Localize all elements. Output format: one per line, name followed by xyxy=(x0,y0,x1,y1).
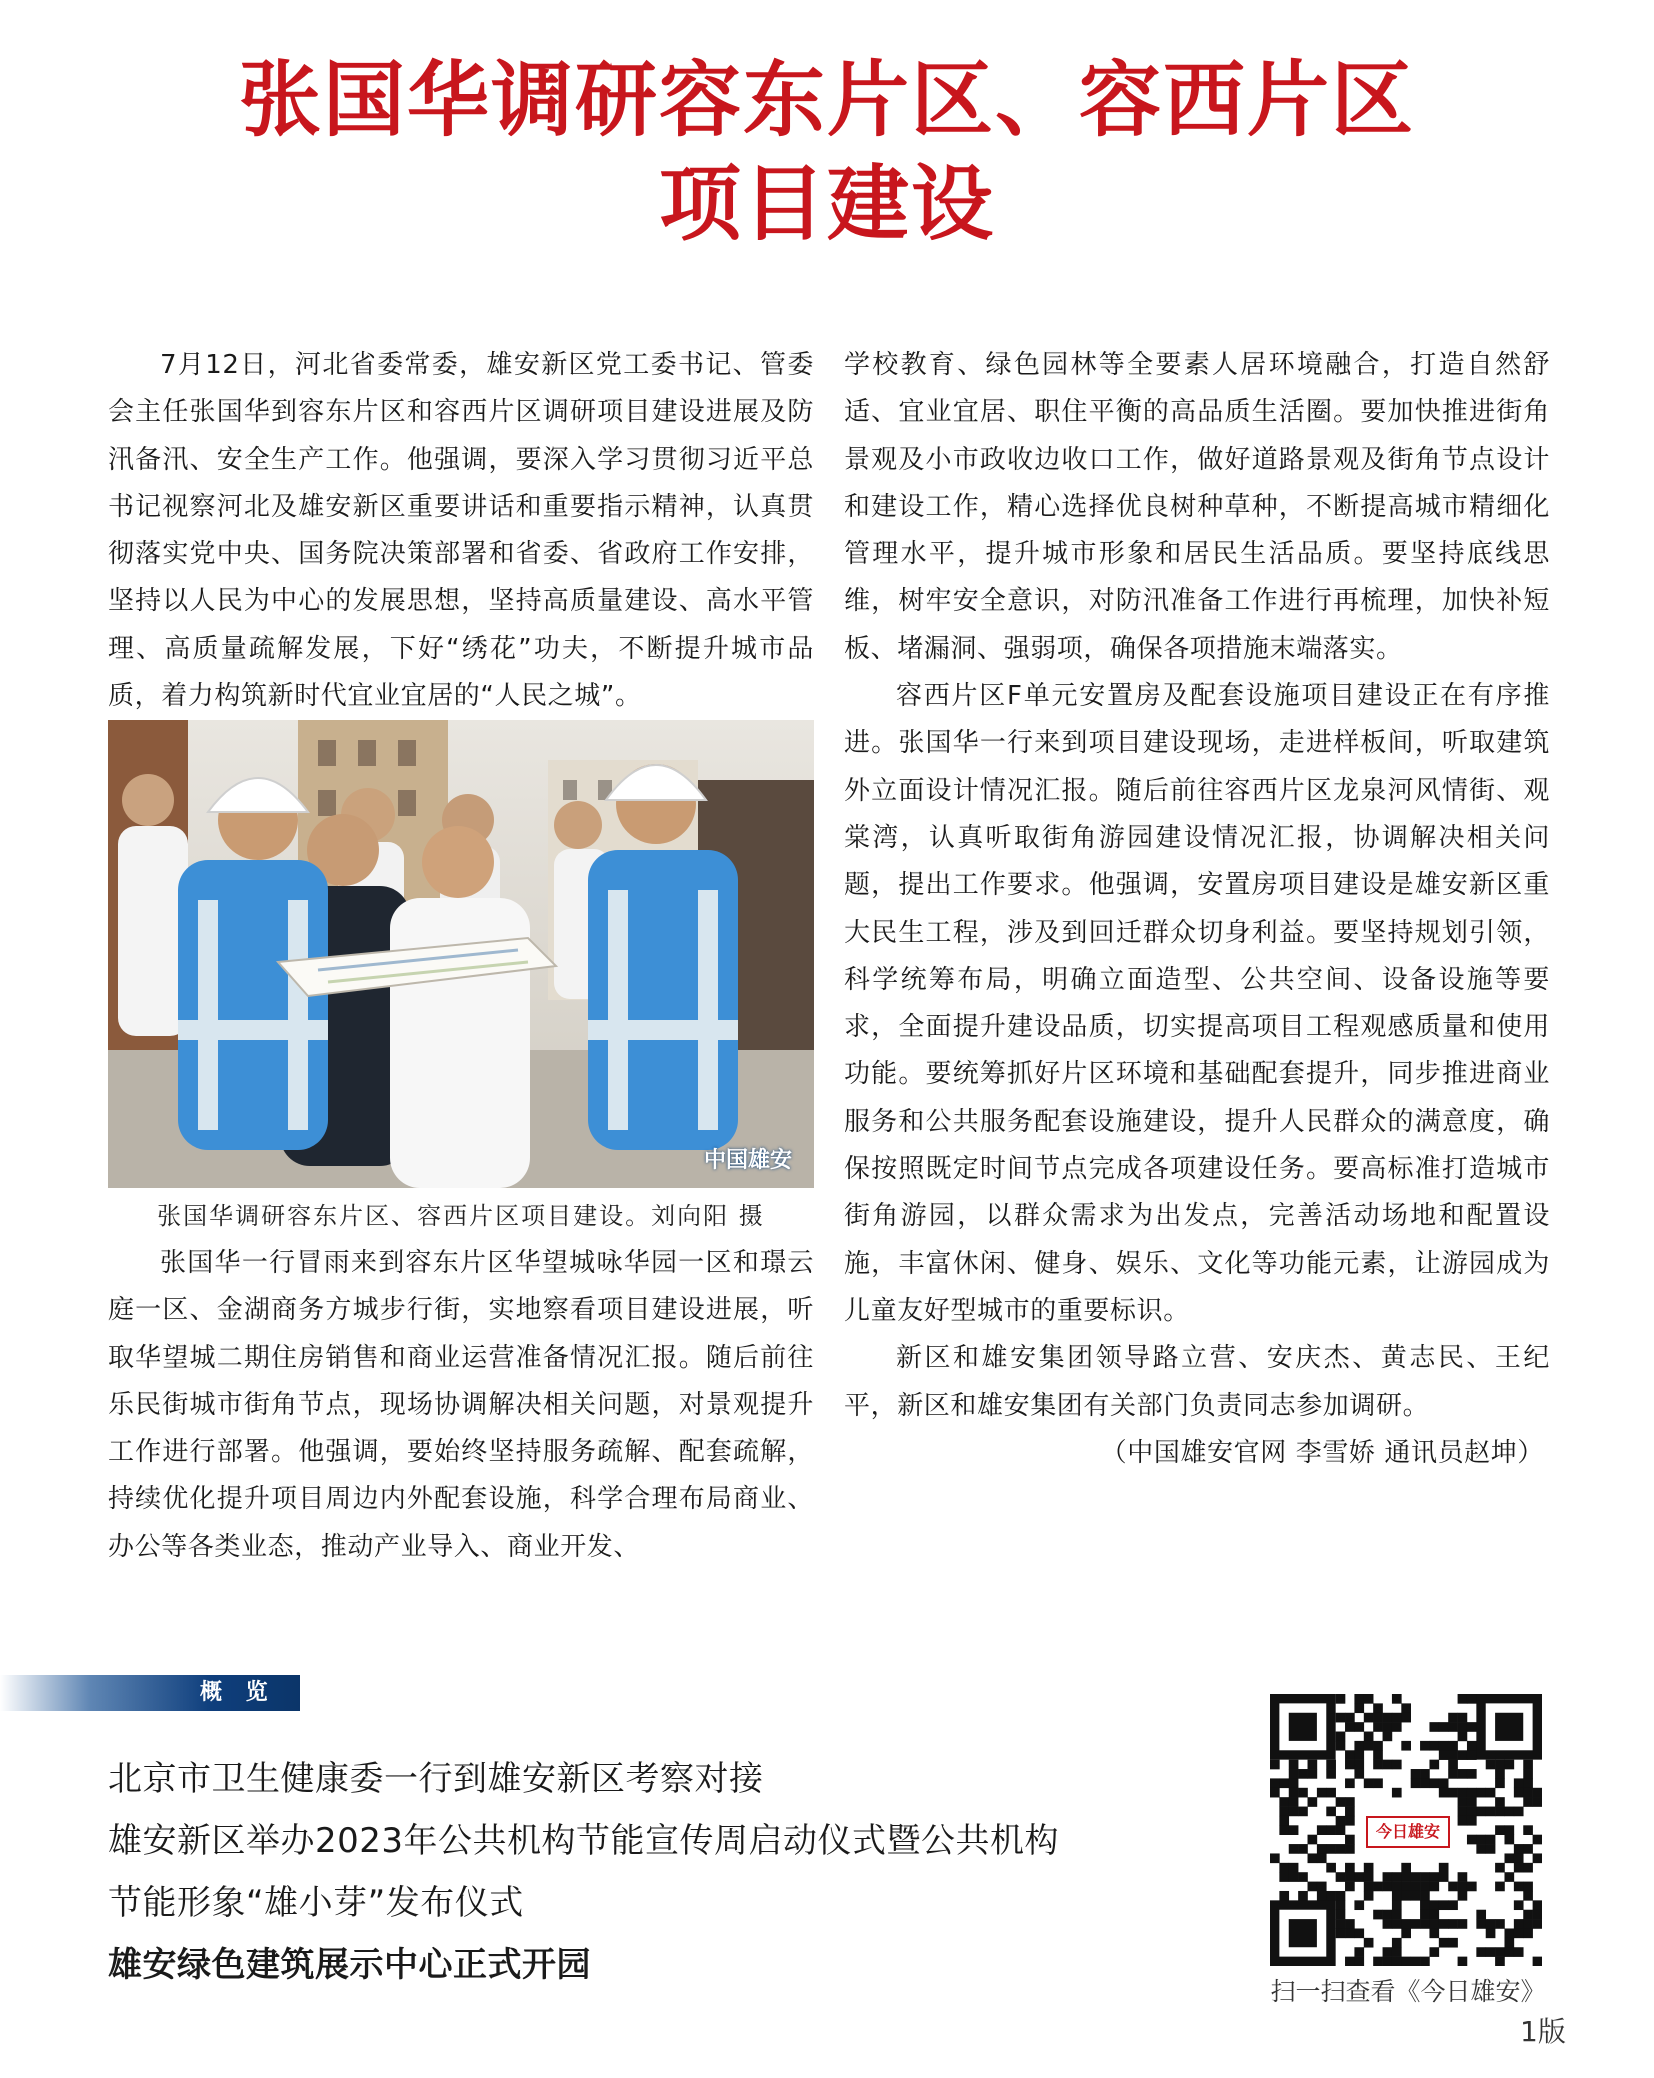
qr-center-label: 今日雄安 xyxy=(1366,1816,1450,1848)
overview-headline-item[interactable]: 节能形象“雄小芽”发布仪式 xyxy=(108,1883,524,1923)
article-byline: （中国雄安官网 李雪娇 通讯员赵坤） xyxy=(1100,1437,1544,1468)
headline-line-2: 项目建设 xyxy=(658,156,995,252)
headline-line-1: 张国华调研容东片区、容西片区 xyxy=(238,52,1415,148)
article-column-left-bottom xyxy=(108,1240,814,1571)
photo-caption: 张国华调研容东片区、容西片区项目建设。刘向阳 摄 xyxy=(157,1202,765,1230)
news-photo-illustration xyxy=(108,720,814,1188)
article-paragraph: 新区和雄安集团领导路立营、安庆杰、黄志民、王纪平，新区和雄安集团有关部门负责同志参加调研。 xyxy=(844,1343,1550,1421)
qr-caption: 扫一扫查看《今日雄安》 xyxy=(1270,1977,1546,2006)
photo-watermark: 中国雄安 xyxy=(703,1147,792,1173)
page-number: 1版 xyxy=(1520,2015,1566,2048)
article-column-right xyxy=(844,342,1550,1477)
article-paragraph: 7月12日，河北省委常委，雄安新区党工委书记、管委会主任张国华到容东片区和容西片区调研项目建设进展及防汛备汛、安全生产工作。他强调，要深入学习贯彻习近平总书记视察河北及雄安新区重要讲话和重要指示精神，认真贯彻落实党中央、国务院决策部署和省委、省政府工作安排，坚持以人民为中心的发展思想，坚持高质量建设、高水平管理、高质量疏解发展，下好“绣花”功夫，不断提升城市品质，着力构筑新时代宜业宜居的“人民之城”。 xyxy=(108,350,814,712)
overview-headline-item[interactable]: 雄安绿色建筑展示中心正式开园 xyxy=(108,1945,591,1985)
overview-section-label: 概 览 xyxy=(200,1680,276,1705)
overview-headline-item[interactable]: 雄安新区举办2023年公共机构节能宣传周启动仪式暨公共机构 xyxy=(108,1821,1060,1861)
overview-headlines xyxy=(108,1748,1208,1996)
article-paragraph: 学校教育、绿色园林等全要素人居环境融合，打造自然舒适、宜业宜居、职住平衡的高品质生活圈。要加快推进街角景观及小市政收边收口工作，做好道路景观及街角节点设计和建设工作，精心选择优良树种草种，不断提高城市精细化管理水平，提升城市形象和居民生活品质。要坚持底线思维，树牢安全意识，对防汛准备工作进行再梳理，加快补短板、堵漏洞、强弱项，确保各项措施末端落实。 xyxy=(844,350,1550,664)
overview-headline-item[interactable]: 北京市卫生健康委一行到雄安新区考察对接 xyxy=(108,1759,764,1799)
article-paragraph: 容西片区F单元安置房及配套设施项目建设正在有序推进。张国华一行来到项目建设现场，走进样板间，听取建筑外立面设计情况汇报。随后前往容西片区龙泉河风情街、观棠湾，认真听取街角游园建设情况汇报，协调解决相关问题，提出工作要求。他强调，安置房项目建设是雄安新区重大民生工程，涉及到回迁群众切身利益。要坚持规划引领，科学统筹布局，明确立面造型、公共空间、设备设施等要求，全面提升建设品质，切实提高项目工程观感质量和使用功能。要统筹抓好片区环境和基础配套提升，同步推进商业服务和公共服务配套设施建设，提升人民群众的满意度，确保按照既定时间节点完成各项建设任务。要高标准打造城市街角游园，以群众需求为出发点，完善活动场地和配置设施，丰富休闲、健身、娱乐、文化等功能元素，让游园成为儿童友好型城市的重要标识。 xyxy=(844,681,1550,1326)
article-column-left-top xyxy=(108,342,814,720)
news-photo xyxy=(108,720,814,1188)
headline xyxy=(0,48,1654,256)
qr-code[interactable] xyxy=(1270,1694,1542,1966)
article-paragraph: 张国华一行冒雨来到容东片区华望城咏华园一区和璟云庭一区、金湖商务方城步行街，实地察看项目建设进展，听取华望城二期住房销售和商业运营准备情况汇报。随后前往乐民街城市街角节点，现场协调解决相关问题，对景观提升工作进行部署。他强调，要始终坚持服务疏解、配套疏解，持续优化提升项目周边内外配套设施，科学合理布局商业、办公等各类业态，推动产业导入、商业开发、 xyxy=(108,1248,814,1562)
